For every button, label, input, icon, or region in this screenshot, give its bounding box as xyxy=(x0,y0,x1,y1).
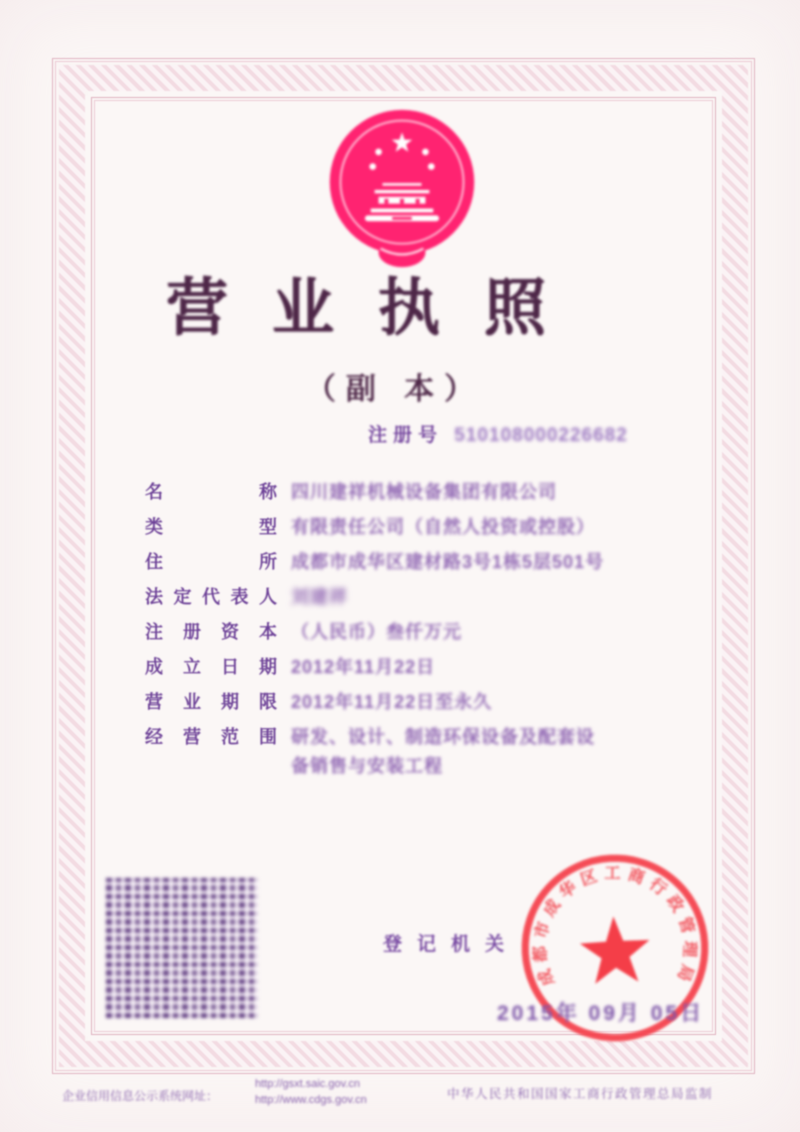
footer-url-1: http://gsxt.saic.gov.cn xyxy=(255,1078,360,1090)
field-row-registered-capital xyxy=(145,621,725,643)
field-value: 研发、设计、制造环保设备及配套设 xyxy=(291,727,595,747)
registration-line xyxy=(368,420,628,447)
footer-query-note: 企业信用信息公示系统网址： xyxy=(62,1089,219,1103)
field-list xyxy=(145,481,725,790)
field-value-continued: 备销售与安装工程 xyxy=(291,756,443,776)
field-value: 2012年11月22日 xyxy=(291,657,436,677)
national-emblem-icon xyxy=(323,106,481,272)
field-row-type xyxy=(145,516,725,538)
field-label: 注册资本 xyxy=(145,622,277,642)
field-row-business-scope-cont xyxy=(145,755,725,777)
field-label: 营业期限 xyxy=(145,692,277,712)
field-value: 成都市成华区建材路3号1栋5层501号 xyxy=(291,552,605,572)
field-row-establish-date xyxy=(145,656,725,678)
seal-arc-text: 成都市成华区工商行政管理局 xyxy=(531,864,699,990)
field-row-business-scope xyxy=(145,726,725,748)
field-label: 住所 xyxy=(145,552,277,572)
field-label: 法定代表人 xyxy=(145,587,277,607)
field-row-legal-representative xyxy=(145,586,725,608)
field-label: 类型 xyxy=(145,517,277,537)
field-value: 有限责任公司（自然人投资或控股） xyxy=(291,517,595,537)
field-label: 成立日期 xyxy=(145,657,277,677)
qr-code xyxy=(106,878,258,1018)
footer-issuer-note: 中华人民共和国国家工商行政管理总局监制 xyxy=(447,1087,714,1101)
field-value: 2012年11月22日至永久 xyxy=(291,692,493,712)
field-label: 名称 xyxy=(145,482,277,502)
footer-url-2: http://www.cdgs.gov.cn xyxy=(255,1094,367,1106)
field-value: （人民币）叁仟万元 xyxy=(291,622,462,642)
registration-label: 注册号 xyxy=(368,425,444,446)
registration-number: 510108000226682 xyxy=(454,425,628,446)
field-label: 经营范围 xyxy=(145,727,277,747)
issue-date: 2015年 09月 05日 xyxy=(497,1002,705,1025)
footer-urls xyxy=(255,1076,367,1108)
field-row-address xyxy=(145,551,725,573)
field-value: 刘建祥 xyxy=(291,587,348,607)
document-subtitle: （副 本） xyxy=(305,373,485,406)
seal-star-icon xyxy=(579,915,652,985)
field-row-business-term xyxy=(145,691,725,713)
document-title: 营业执照 xyxy=(165,274,590,343)
field-value: 四川建祥机械设备集团有限公司 xyxy=(291,482,557,502)
registry-authority-label: 登记机关 xyxy=(383,934,520,955)
field-row-name xyxy=(145,481,725,503)
